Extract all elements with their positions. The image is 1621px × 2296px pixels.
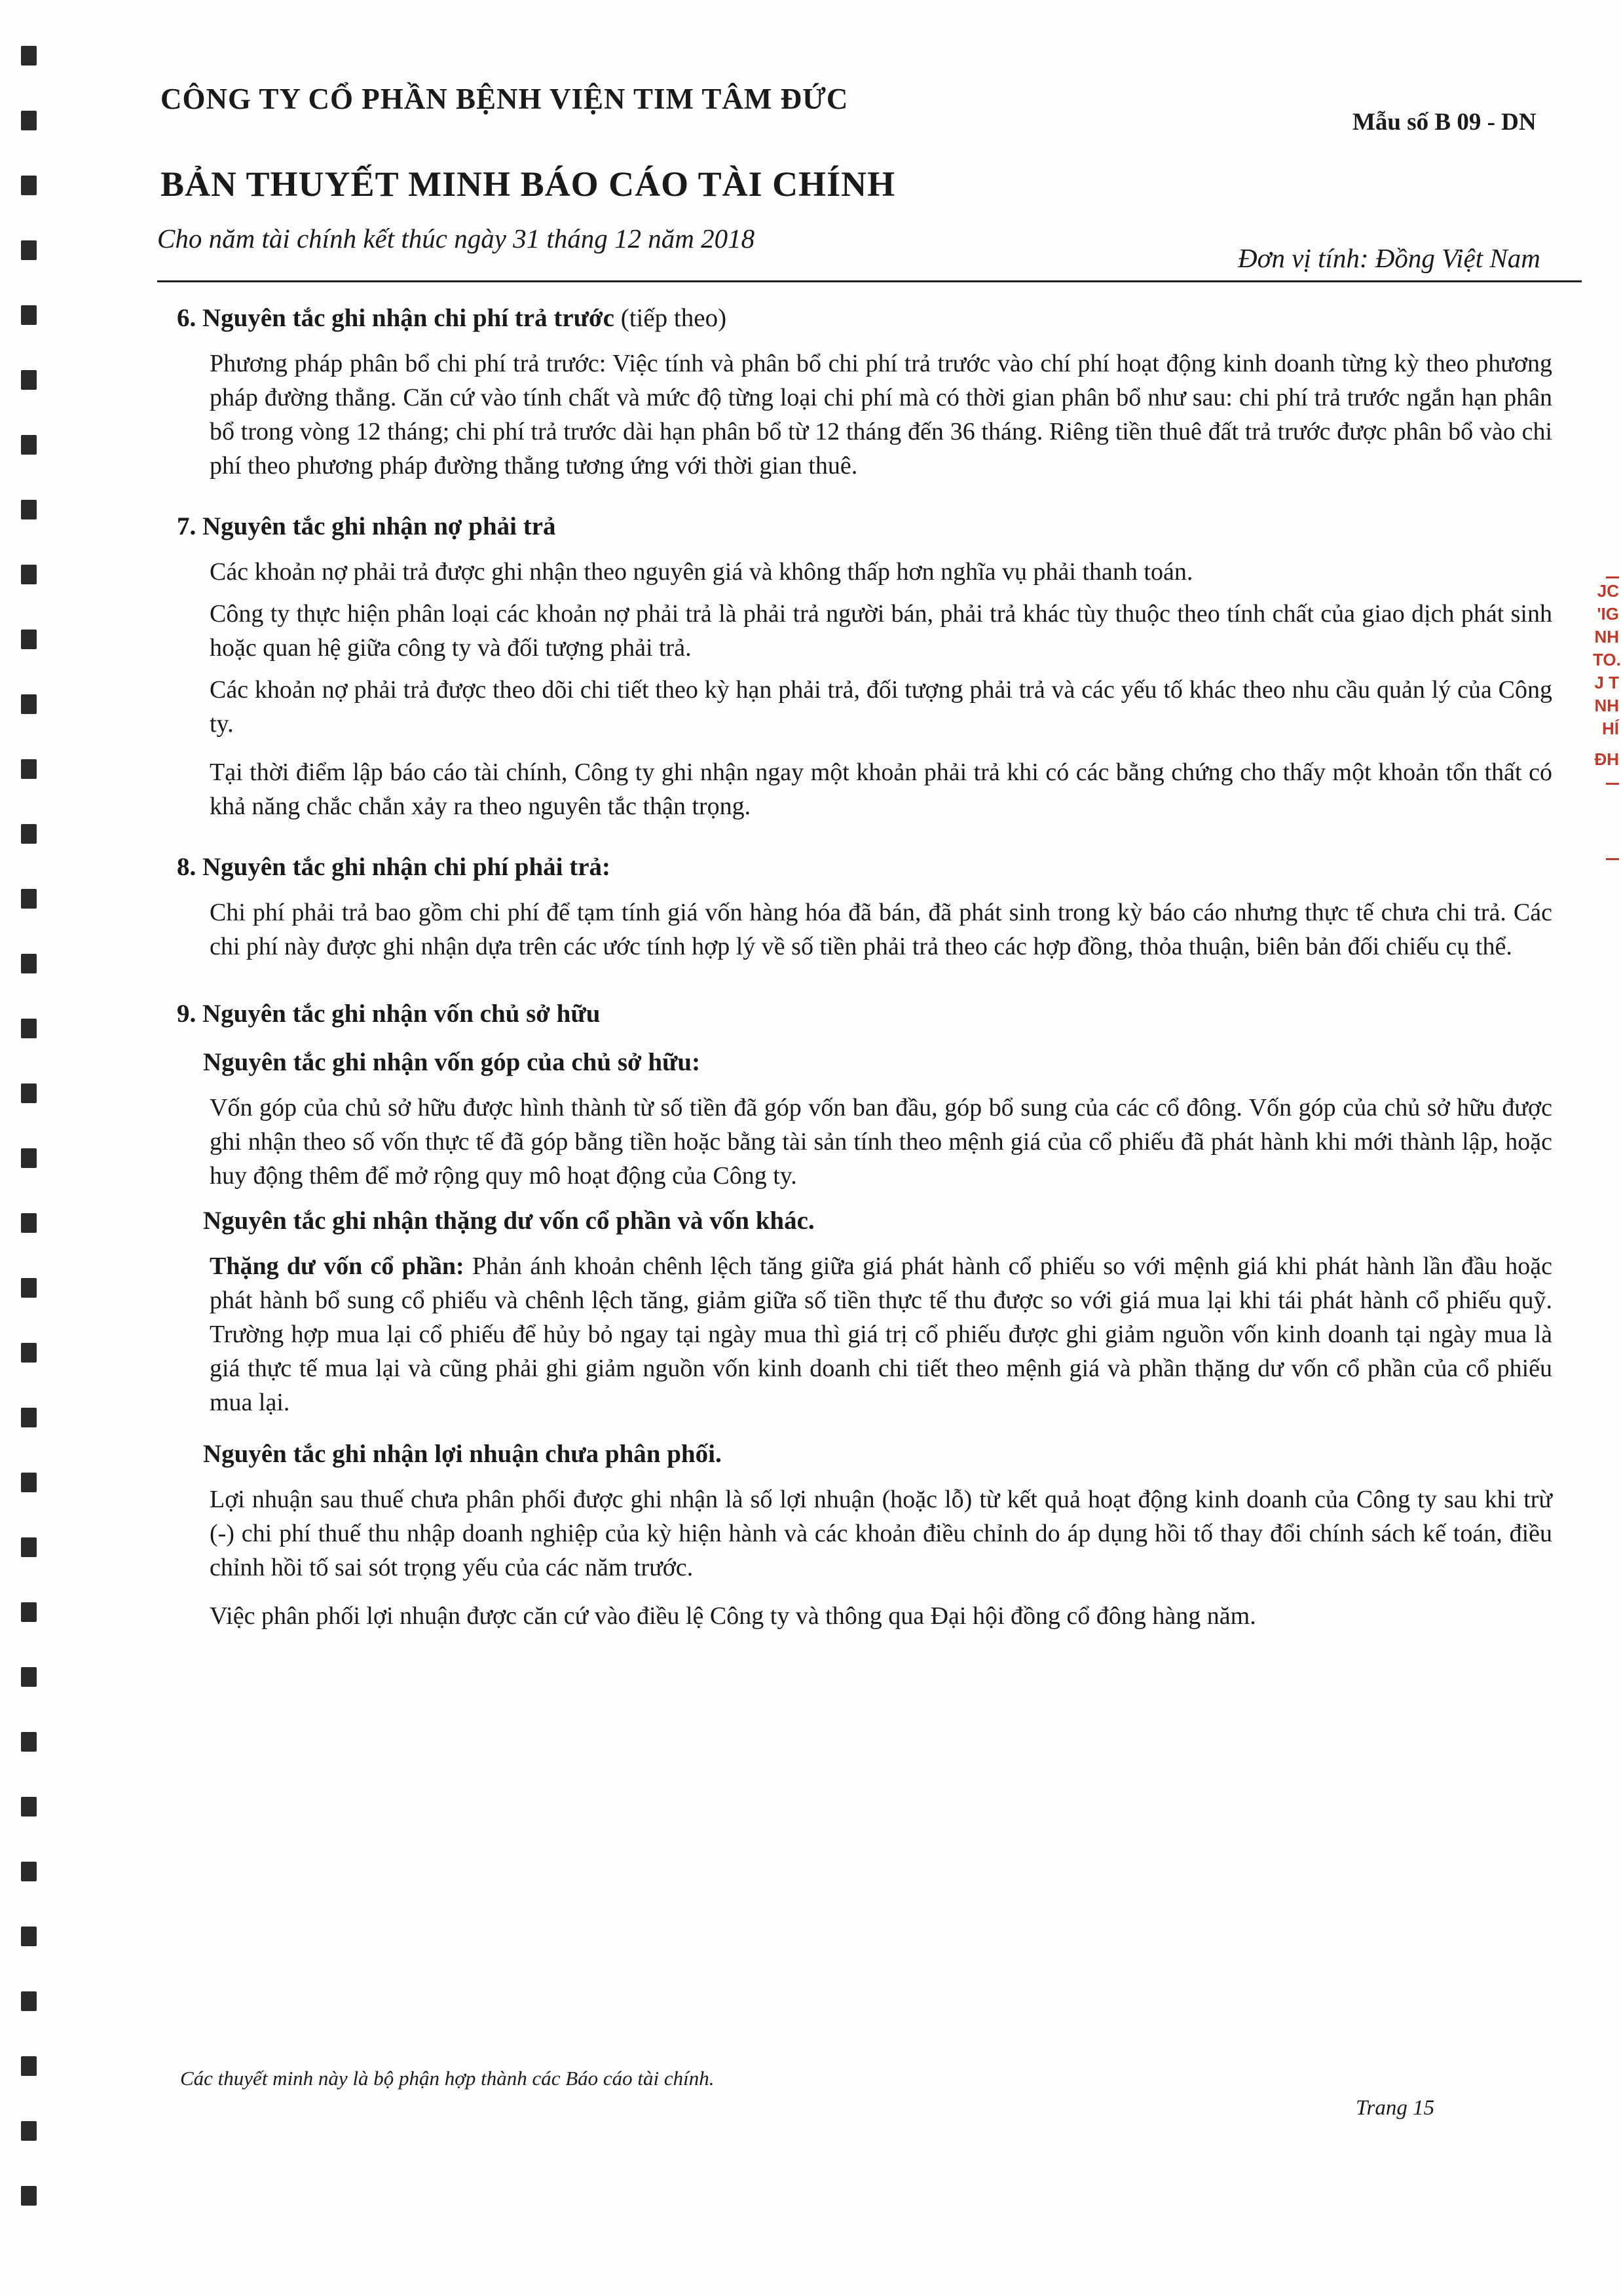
- binding-hole: [21, 630, 37, 649]
- binding-hole: [21, 500, 37, 519]
- binding-hole: [21, 694, 37, 714]
- footer-note: Các thuyết minh này là bộ phận hợp thành các Báo cáo tài chính.: [180, 2067, 715, 2090]
- edge-mark: NH: [1594, 627, 1619, 647]
- binding-hole: [21, 176, 37, 195]
- section-9-title: 9. Nguyên tắc ghi nhận vốn chủ sở hữu: [177, 1000, 601, 1028]
- section-9-subtitle-3: Nguyên tắc ghi nhận lợi nhuận chưa phân phối.: [203, 1440, 722, 1468]
- section-9-subtitle-2: Nguyên tắc ghi nhận thặng dư vốn cổ phần và vốn khác.: [203, 1207, 815, 1235]
- binding-hole: [21, 1537, 37, 1557]
- binding-hole: [21, 305, 37, 325]
- binding-hole: [21, 759, 37, 779]
- binding-hole: [21, 1797, 37, 1816]
- section-7-paragraph-4: Tại thời điểm lập báo cáo tài chính, Công ty ghi nhận ngay một khoản phải trả khi có các bằng chứng cho thấy một khoản tổn thất có khả năng chắc chắn xảy ra theo nguyên tắc thận trọng.: [210, 759, 1552, 820]
- edge-mark: HÍ: [1602, 719, 1619, 738]
- section-9-paragraph-4: Việc phân phối lợi nhuận được căn cứ vào điều lệ Công ty và thông qua Đại hội đồng cổ đông hàng năm.: [210, 1602, 1256, 1630]
- section-8: [177, 847, 1559, 964]
- edge-mark: TO.: [1593, 650, 1621, 669]
- section-7-paragraph-1: Các khoản nợ phải trả được ghi nhận theo nguyên giá và không thấp hơn nghĩa vụ phải thanh toán.: [210, 558, 1193, 586]
- binding-hole: [21, 1408, 37, 1427]
- edge-mark: 'IG: [1597, 604, 1619, 624]
- binding-hole: [21, 889, 37, 909]
- binding-hole: [21, 1927, 37, 1946]
- binding-hole: [21, 1019, 37, 1038]
- edge-bar-bottom: [1606, 858, 1619, 860]
- section-7-paragraph-2: Công ty thực hiện phân loại các khoản nợ phải trả là phải trả người bán, phải trả khác tùy thuộc theo tính chất của giao dịch phát sinh hoặc quan hệ giữa công ty và đối tượng phải trả.: [210, 600, 1552, 662]
- binding-hole: [21, 111, 37, 130]
- document-body: [177, 298, 1559, 1649]
- binding-holes: [21, 46, 38, 2273]
- binding-hole: [21, 954, 37, 973]
- section-9-paragraph-1: Vốn góp của chủ sở hữu được hình thành từ số tiền đã góp vốn ban đầu, góp bổ sung của các cổ đông. Vốn góp của chủ sở hữu được ghi nhận theo số vốn thực tế đã góp bằng tiền hoặc bằng tài sản tính theo mệnh giá của cổ phiếu đã phát hành khi mới thành lập, hoặc huy động thêm để mở rộng quy mô hoạt động của Công ty.: [210, 1094, 1552, 1190]
- section-9-subtitle-1: Nguyên tắc ghi nhận vốn góp của chủ sở hữu:: [203, 1048, 701, 1076]
- binding-hole: [21, 1473, 37, 1492]
- binding-hole: [21, 370, 37, 390]
- binding-hole: [21, 824, 37, 844]
- edge-mark: J T: [1594, 673, 1619, 692]
- edge-mark: ĐH: [1594, 749, 1619, 769]
- binding-hole: [21, 1862, 37, 1881]
- binding-hole: [21, 1213, 37, 1233]
- company-name: CÔNG TY CỔ PHẦN BỆNH VIỆN TIM TÂM ĐỨC: [160, 83, 849, 115]
- binding-hole: [21, 1732, 37, 1752]
- binding-hole: [21, 2121, 37, 2141]
- binding-hole: [21, 240, 37, 260]
- binding-hole: [21, 1602, 37, 1622]
- section-9-paragraph-3: Lợi nhuận sau thuế chưa phân phối được ghi nhận là số lợi nhuận (hoặc lỗ) từ kết quả hoạt động kinh doanh của Công ty sau khi trừ (-) chi phí thuế thu nhập doanh nghiệp của kỳ hiện hành và các khoản điều chỉnh do áp dụng hồi tố thay đổi chính sách kế toán, điều chỉnh hồi tố sai sót trọng yếu của các năm trước.: [210, 1486, 1552, 1581]
- binding-hole: [21, 2056, 37, 2076]
- section-6-title-suffix: (tiếp theo): [614, 304, 727, 332]
- binding-hole: [21, 1343, 37, 1363]
- binding-hole: [21, 1278, 37, 1298]
- binding-hole: [21, 46, 37, 66]
- section-9: [177, 994, 1559, 1633]
- section-9-paragraph-2: [177, 1249, 1559, 1420]
- section-9-paragraph-2-text: Phản ánh khoản chênh lệch tăng giữa giá phát hành cổ phiếu so với mệnh giá khi phát hành lần đầu hoặc phát hành bổ sung cổ phiếu và chênh lệch tăng, giảm giữa số tiền thực tế thu được so với giá mua lại khi tái phát hành cổ phiếu quỹ. Trường hợp mua lại cổ phiếu để hủy bỏ ngay tại ngày mua thì giá trị cổ phiếu được ghi giảm nguồn vốn kinh doanh tại ngày mua là giá thực tế mua lại và cũng phải ghi giảm nguồn vốn kinh doanh chi tiết theo mệnh giá và phần thặng dư vốn cổ phần của cổ phiếu mua lại.: [210, 1252, 1552, 1416]
- binding-hole: [21, 2186, 37, 2206]
- section-9-paragraph-2-lead: Thặng dư vốn cổ phần:: [210, 1252, 464, 1280]
- section-7-paragraph-3: Các khoản nợ phải trả được theo dõi chi tiết theo kỳ hạn phải trả, đối tượng phải trả và các yếu tố khác theo nhu cầu quản lý của Công ty.: [210, 676, 1552, 738]
- document-title: BẢN THUYẾT MINH BÁO CÁO TÀI CHÍNH: [160, 164, 896, 204]
- binding-hole: [21, 435, 37, 455]
- binding-hole: [21, 565, 37, 584]
- section-6-paragraph-1: Phương pháp phân bổ chi phí trả trước: Việc tính và phân bổ chi phí trả trước vào chí phí hoạt động kinh doanh từng kỳ theo phương pháp đường thẳng. Căn cứ vào tính chất và mức độ từng loại chi phí mà có thời gian phân bổ như sau: chi phí trả trước ngắn hạn phân bổ trong vòng 12 tháng; chi phí trả trước dài hạn phân bổ từ 12 tháng đến 36 tháng. Riêng tiền thuê đất trả trước được phân bổ vào chi phí theo phương pháp đường thẳng tương ứng với thời gian thuê.: [210, 350, 1552, 480]
- section-8-title: 8. Nguyên tắc ghi nhận chi phí phải trả:: [177, 853, 611, 881]
- page-number: Trang 15: [1356, 2096, 1435, 2120]
- edge-mark: JC: [1597, 581, 1619, 601]
- section-6-title-text: 6. Nguyên tắc ghi nhận chi phí trả trước: [177, 304, 614, 332]
- reporting-period: Cho năm tài chính kết thúc ngày 31 tháng 12 năm 2018: [157, 223, 755, 254]
- header-rule: [157, 280, 1582, 282]
- section-8-paragraph-1: Chi phí phải trả bao gồm chi phí để tạm tính giá vốn hàng hóa đã bán, đã phát sinh trong kỳ báo cáo nhưng thực tế chưa chi trả. Các chi phí này được ghi nhận dựa trên các ước tính hợp lý về số tiền phải trả theo các hợp đồng, thỏa thuận, biên bản đối chiếu cụ thể.: [210, 899, 1552, 960]
- section-6: [177, 298, 1559, 483]
- currency-unit: Đơn vị tính: Đồng Việt Nam: [1238, 243, 1540, 273]
- binding-hole: [21, 1083, 37, 1103]
- binding-hole: [21, 1667, 37, 1687]
- edge-mark: NH: [1594, 696, 1619, 715]
- binding-hole: [21, 1148, 37, 1168]
- edge-bar-mid: [1606, 783, 1619, 785]
- edge-marks: [1593, 580, 1619, 771]
- section-7: [177, 506, 1559, 823]
- binding-hole: [21, 1991, 37, 2011]
- section-7-title: 7. Nguyên tắc ghi nhận nợ phải trả: [177, 512, 556, 540]
- edge-bar-top: [1606, 576, 1619, 578]
- form-code: Mẫu số B 09 - DN: [1352, 109, 1537, 136]
- section-6-title: [177, 298, 1559, 339]
